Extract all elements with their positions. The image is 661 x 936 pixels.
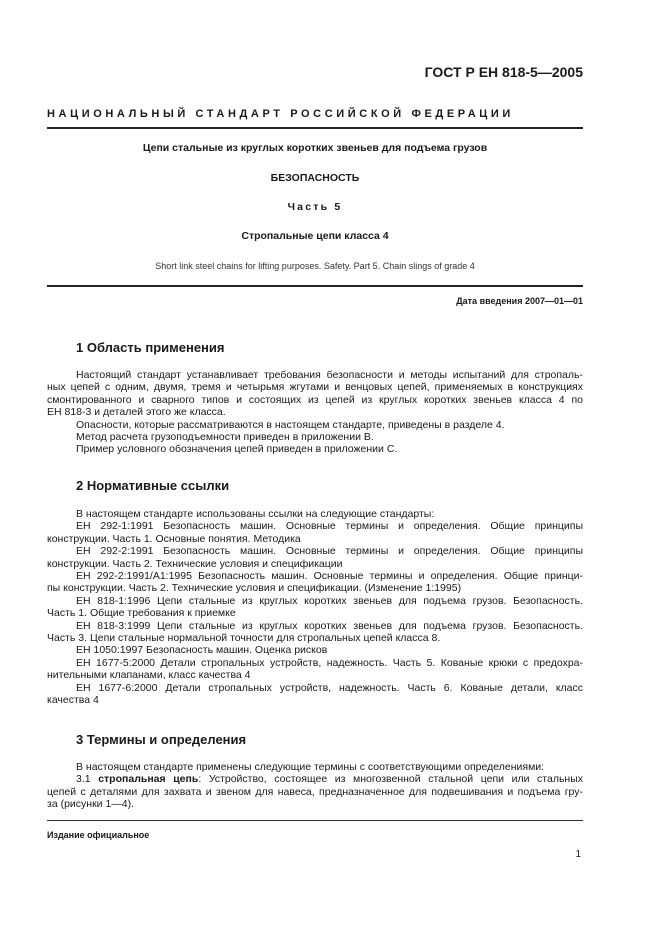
paragraph-line: ЕН 1050:1997 Безопасность машин. Оценка рисков: [76, 644, 328, 657]
header-rule: [47, 127, 583, 129]
term-definition-line: [47, 773, 583, 785]
paragraph-line: ЕН 1677-6:2000 Детали стропальных устройств, надежность. Часть 6. Кованые детали, класс: [76, 681, 583, 694]
paragraph-line: Настоящий стандарт устанавливает требования безопасности и методы испытаний для стропаль-: [76, 369, 583, 381]
paragraph-line: качества 4: [47, 694, 99, 707]
paragraph-line: ЕН 818-3 и деталей этого же класса.: [47, 406, 226, 419]
national-standard-banner: НАЦИОНАЛЬНЫЙ СТАНДАРТ РОССИЙСКОЙ ФЕДЕРАЦИИ: [47, 108, 514, 120]
section-2-body: [47, 508, 583, 707]
paragraph-line: ЕН 818-3:1999 Цепи стальные из круглых коротких звеньев для подъема грузов. Безопасность.: [76, 619, 583, 632]
paragraph-line: ных цепей с одним, двумя, тремя и четырьмя жгутами и венцовых цепей, применяемых в конструкциях: [47, 381, 583, 394]
paragraph-line: ЕН 292-1:1991 Безопасность машин. Основные термины и определения. Общие принципы: [76, 520, 583, 533]
section-2-heading: 2 Нормативные ссылки: [76, 478, 230, 493]
term-definition: : Устройство, состоящее из многозвенной стальной цепи или стальных: [198, 773, 584, 786]
paragraph-line: за (рисунки 1—4).: [47, 798, 135, 811]
title-slings: Стропальные цепи класса 4: [241, 230, 389, 242]
paragraph-line: Метод расчета грузоподъемности приведен в приложении В.: [76, 431, 374, 444]
paragraph-line: ЕН 1677-5:2000 Детали стропальных устройств, надежность. Часть 5. Кованые крюки с предохра-: [76, 656, 583, 669]
title-russian: Цепи стальные из круглых коротких звеньев для подъема грузов: [142, 142, 488, 154]
page-number: 1: [575, 849, 581, 860]
paragraph-line: Пример условного обозначения цепей приведен в приложении С.: [76, 443, 398, 456]
paragraph-line: нительными клапанами, класс качества 4: [47, 669, 251, 682]
title-rule: [47, 285, 583, 287]
paragraph-line: конструкции. Часть 2. Технические условия и спецификации: [47, 557, 343, 570]
paragraph-line: цепей с деталями для захвата и звеном для навеса, предназначенное для подвешивания и подъема гру-: [47, 785, 583, 798]
title-part: Часть 5: [287, 201, 343, 213]
paragraph-line: В настоящем стандарте использованы ссылки на следующие стандарты:: [76, 508, 435, 520]
term-number: 3.1: [76, 773, 99, 786]
paragraph-line: конструкции. Часть 1. Основные понятия. Методика: [47, 532, 301, 545]
footer-rule: [47, 820, 583, 821]
term-name: стропальная цепь: [98, 773, 199, 786]
paragraph-line: Часть 1. Общие требования к приемке: [47, 607, 236, 620]
title-safety: БЕЗОПАСНОСТЬ: [270, 172, 360, 184]
paragraph-line: ЕН 292-2:1991 Безопасность машин. Основные термины и определения. Общие принципы: [76, 545, 583, 558]
title-english: Short link steel chains for lifting purposes. Safety. Part 5. Chain slings of grade 4: [155, 261, 475, 271]
paragraph-line: смонтированного и сварного типов и состоящих из цепей из круглых коротких звеньев класса 4 по: [47, 393, 583, 406]
section-3-body: [47, 761, 583, 811]
paragraph-line: ЕН 818-1:1996 Цепи стальные из круглых коротких звеньев для подъема грузов. Безопасность.: [76, 594, 583, 607]
paragraph-line: Часть 3. Цепи стальные нормальной точности для стропальных цепей класса 8.: [47, 632, 441, 645]
document-number: ГОСТ Р ЕН 818-5—2005: [424, 64, 583, 80]
paragraph-line: Опасности, которые рассматриваются в настоящем стандарте, приведены в разделе 4.: [76, 418, 505, 431]
section-1-body: [47, 369, 583, 456]
official-edition-note: Издание официальное: [47, 830, 150, 840]
paragraph-line: пы конструкции. Часть 2. Технические условия и спецификации. (Изменение 1:1995): [47, 582, 462, 595]
paragraph-line: В настоящем стандарте применены следующие термины с соответствующими определениями:: [76, 761, 545, 773]
section-1-heading: 1 Область применения: [76, 340, 225, 355]
introduction-date: Дата введения 2007—01—01: [456, 296, 583, 306]
paragraph-line: ЕН 292-2:1991/А1:1995 Безопасность машин. Основные термины и определения. Общие принци-: [76, 570, 583, 583]
section-3-heading: 3 Термины и определения: [76, 732, 247, 747]
